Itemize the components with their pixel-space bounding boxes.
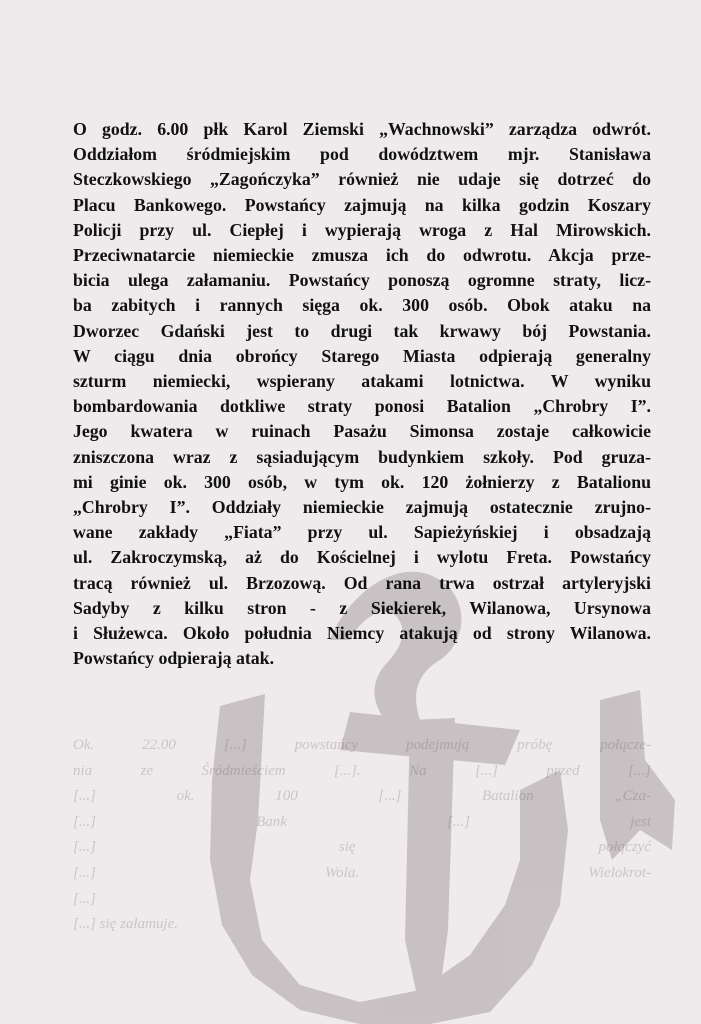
bleed-through-text	[73, 733, 651, 938]
text-line: Placu Bankowego. Powstańcy zajmują na kilka godzin Koszary	[73, 194, 651, 215]
text-line: Oddziałom śródmiejskim pod dowództwem mjr. Stanisława	[73, 144, 651, 165]
body-paragraph	[73, 117, 651, 671]
bleed-line: [...] się połączyć	[73, 839, 651, 856]
bleed-line: Ok. 22.00 [...] powstańcy podejmują próbę połącze-	[73, 737, 651, 753]
bleed-line: [...] Wola. Wielokrot-	[73, 864, 651, 881]
bleed-line: [...] Bank [...] jest	[73, 813, 651, 830]
text-line: „Chrobry I”. Oddziały niemieckie zajmują ostatecznie zrujno-	[73, 497, 651, 518]
text-line: mi ginie ok. 300 osób, w tym ok. 120 żołnierzy z Batalionu	[73, 471, 651, 492]
text-line: Sadyby z kilku stron - z Siekierek, Wilanowa, Ursynowa	[73, 597, 651, 618]
bleed-line: [...]	[73, 890, 96, 907]
text-line: W ciągu dnia obrońcy Starego Miasta odpierają generalny	[73, 345, 651, 366]
text-line: tracą również ul. Brzozową. Od rana trwa ostrzał artyleryjski	[73, 572, 651, 593]
bleed-line: [...] ok. 100 [...] Batalion „Cza-	[73, 788, 651, 805]
text-line: Przeciwnatarcie niemieckie zmusza ich do odwrotu. Akcja prze-	[73, 245, 651, 266]
text-line: O godz. 6.00 płk Karol Ziemski „Wachnowski” zarządza odwrót.	[73, 119, 651, 139]
text-line: Steczkowskiego „Zagończyka” również nie udaje się dotrzeć do	[73, 169, 651, 190]
text-line: ba zabitych i rannych sięga ok. 300 osób. Obok ataku na	[73, 295, 651, 316]
bleed-line: [...] się załamuje.	[73, 916, 178, 933]
text-line: Dworzec Gdański jest to drugi tak krwawy bój Powstania.	[73, 320, 651, 341]
text-line: i Służewca. Około południa Niemcy atakują od strony Wilanowa.	[73, 623, 651, 644]
text-line: bicia ulega załamaniu. Powstańcy ponoszą ogromne straty, licz-	[73, 270, 651, 291]
text-line: Powstańcy odpierają atak.	[73, 648, 275, 669]
text-line: Policji przy ul. Ciepłej i wypierają wroga z Hal Mirowskich.	[73, 219, 651, 240]
text-line: Jego kwatera w ruinach Pasażu Simonsa zostaje całkowicie	[73, 421, 651, 442]
bleed-line: nia ze Śródmieściem [...]. Na [...] przed [...]	[73, 762, 651, 779]
text-line: bombardowania dotkliwe straty ponosi Batalion „Chrobry I”.	[73, 396, 651, 417]
text-line: szturm niemiecki, wspierany atakami lotnictwa. W wyniku	[73, 371, 651, 392]
text-line: ul. Zakroczymską, aż do Kościelnej i wylotu Freta. Powstańcy	[73, 547, 651, 568]
text-line: wane zakłady „Fiata” przy ul. Sapieżyńskiej i obsadzają	[73, 522, 651, 543]
text-line: zniszczona wraz z sąsiadującym budynkiem szkoły. Pod gruza-	[73, 446, 651, 467]
